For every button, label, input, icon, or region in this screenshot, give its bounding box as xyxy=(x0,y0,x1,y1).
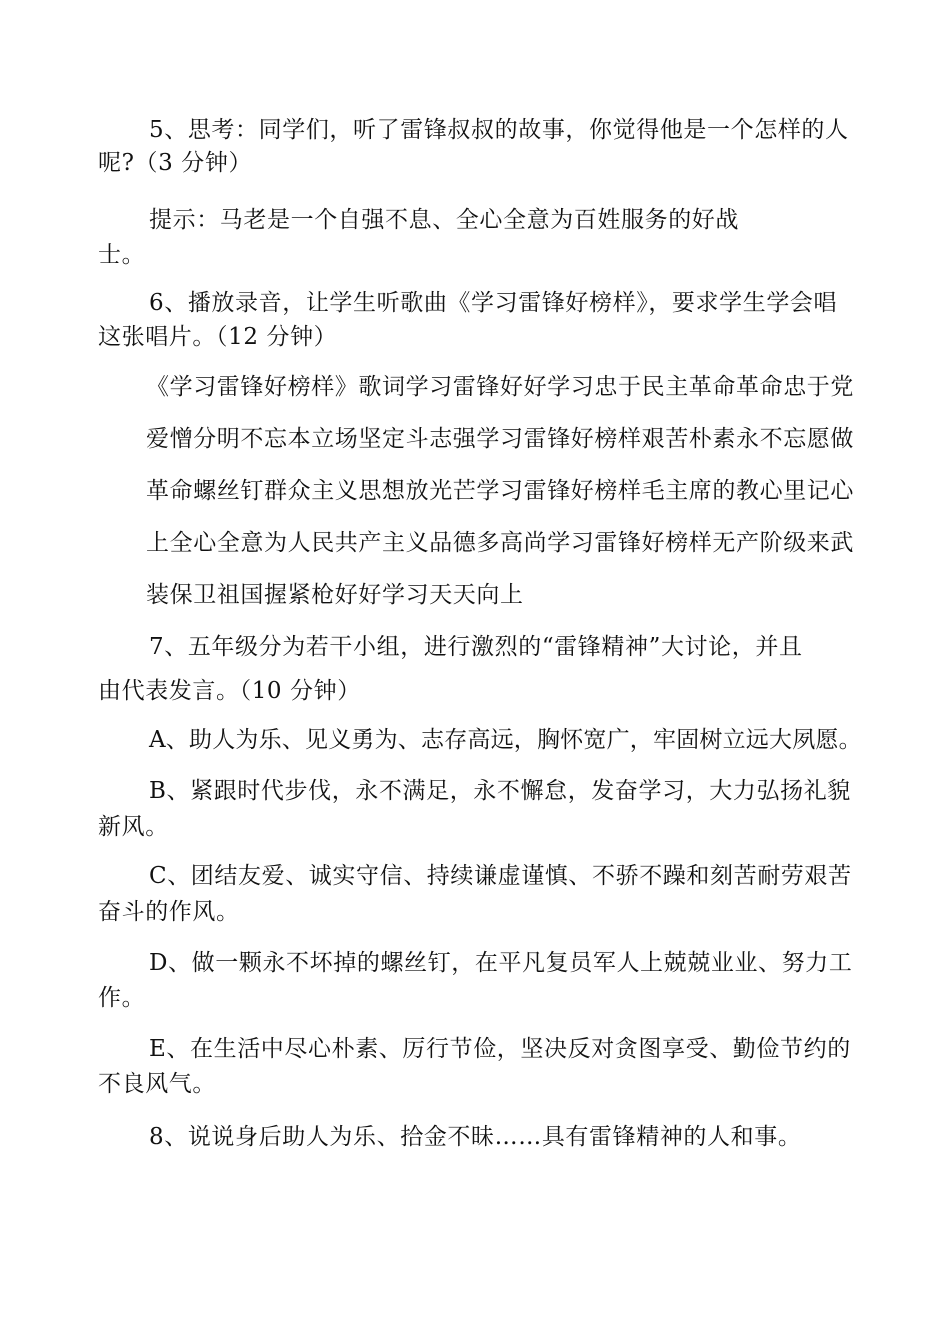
option-c-line2: 奋斗的作风。 xyxy=(98,899,240,925)
item8-line1: 8、说说身后助人为乐、拾金不昧……具有雷锋精神的人和事。 xyxy=(149,1124,802,1150)
option-c-line1: C、团结友爱、诚实守信、持续谦虚谨慎、不骄不躁和刻苦耐劳艰苦 xyxy=(149,863,852,889)
option-b-line1: B、紧跟时代步伐，永不满足，永不懈怠，发奋学习，大力弘扬礼貌 xyxy=(149,778,851,804)
option-d-line2: 作。 xyxy=(98,985,146,1011)
item6-line2: 这张唱片。（12 分钟） xyxy=(98,324,338,350)
lyrics-line2: 爱憎分明不忘本立场坚定斗志强学习雷锋好榜样艰苦朴素永不忘愿做 xyxy=(146,426,854,452)
option-e-line1: E、在生活中尽心朴素、厉行节俭，坚决反对贪图享受、勤俭节约的 xyxy=(149,1036,851,1062)
hint-line2: 士。 xyxy=(98,242,146,268)
option-d-line1: D、做一颗永不坏掉的螺丝钉，在平凡复员军人上兢兢业业、努力工 xyxy=(149,950,853,976)
hint-line1: 提示：马老是一个自强不息、全心全意为百姓服务的好战 xyxy=(149,207,739,233)
option-a-line1: A、助人为乐、见义勇为、志存高远，胸怀宽广，牢固树立远大夙愿。 xyxy=(149,727,862,753)
option-e-line2: 不良风气。 xyxy=(98,1071,216,1097)
item6-line1: 6、播放录音，让学生听歌曲《学习雷锋好榜样》，要求学生学会唱 xyxy=(149,290,838,316)
item5-line1: 5、思考：同学们，听了雷锋叔叔的故事，你觉得他是一个怎样的人 xyxy=(149,117,849,143)
item5-line2: 呢?（3 分钟） xyxy=(98,150,253,176)
lyrics-line3: 革命螺丝钉群众主义思想放光芒学习雷锋好榜样毛主席的教心里记心 xyxy=(146,478,854,504)
option-b-line2: 新风。 xyxy=(98,814,169,840)
lyrics-line1: 《学习雷锋好榜样》歌词学习雷锋好好学习忠于民主革命革命忠于党 xyxy=(146,374,854,400)
item7-line2: 由代表发言。（10 分钟） xyxy=(98,678,361,704)
lyrics-line5: 装保卫祖国握紧枪好好学习天天向上 xyxy=(146,582,524,608)
lyrics-line4: 上全心全意为人民共产主义品德多高尚学习雷锋好榜样无产阶级来武 xyxy=(146,530,854,556)
item7-line1: 7、五年级分为若干小组，进行激烈的“雷锋精神”大讨论，并且 xyxy=(149,634,803,660)
